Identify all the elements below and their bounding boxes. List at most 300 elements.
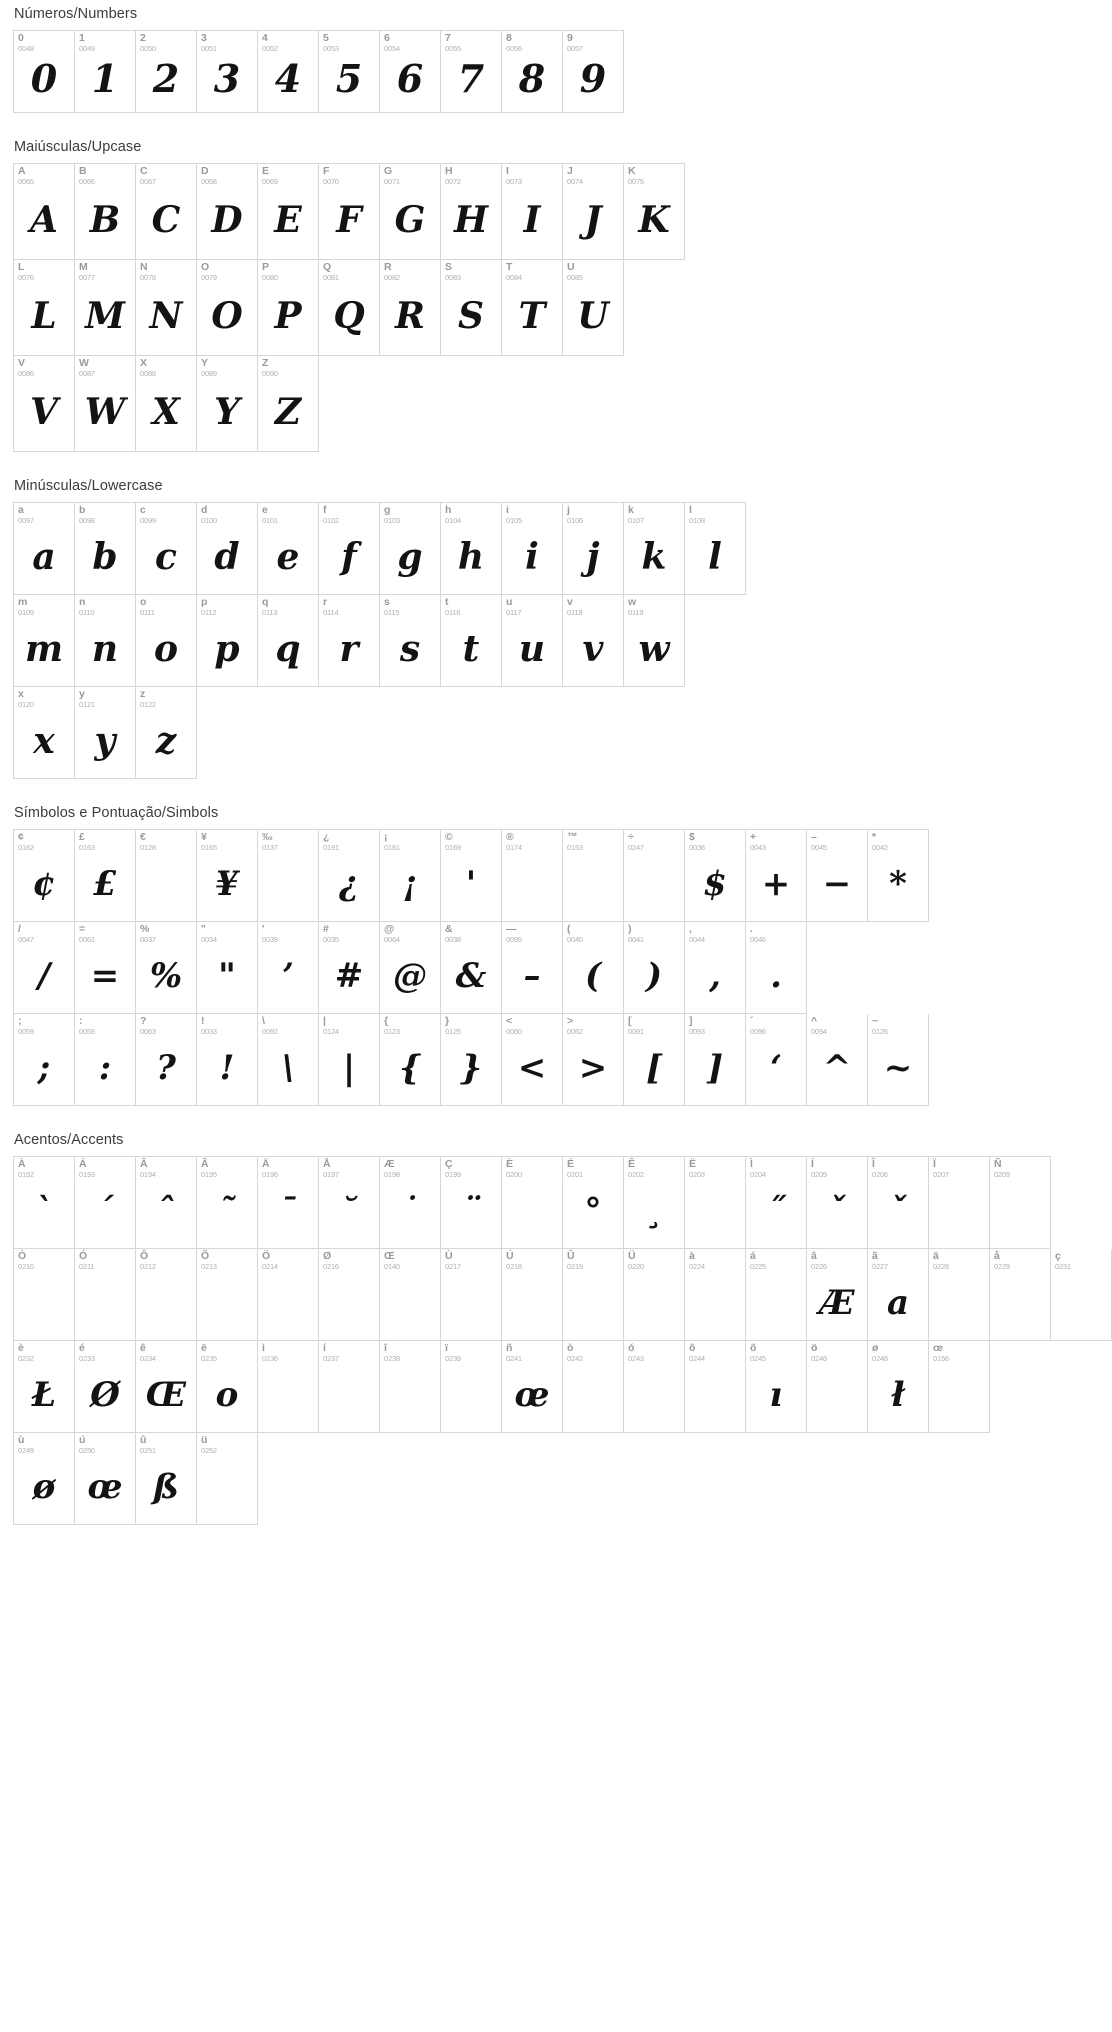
glyph-render [624, 852, 684, 921]
glyph-render: T [518, 294, 546, 337]
glyph-char-label: v [567, 596, 573, 608]
glyph-code-label: 0099 [140, 516, 156, 525]
glyph-code-label: 0056 [506, 44, 522, 53]
glyph-code-label: 0067 [140, 177, 156, 186]
glyph-cell[interactable] [624, 595, 685, 687]
glyph-cell[interactable] [258, 1157, 319, 1249]
glyph-render: g [397, 535, 423, 578]
glyph-cell[interactable] [563, 1157, 624, 1249]
glyph-cell[interactable] [990, 1157, 1051, 1249]
glyph-row [13, 502, 746, 595]
glyph-code-label: 0247 [628, 843, 644, 852]
glyph-cell[interactable] [380, 595, 441, 687]
glyph-cell[interactable] [75, 830, 136, 922]
glyph-code-label: 0227 [872, 1262, 888, 1271]
glyph-cell[interactable] [563, 1249, 624, 1341]
glyph-char-label: Ç [445, 1158, 453, 1170]
glyph-cell[interactable] [14, 1249, 75, 1341]
glyph-cell[interactable] [197, 1341, 258, 1433]
glyph-cell[interactable] [136, 830, 197, 922]
glyph-meta [384, 33, 437, 53]
glyph-cell[interactable] [75, 1157, 136, 1249]
glyph-render: 7 [457, 55, 485, 101]
glyph-cell[interactable] [136, 164, 197, 260]
glyph-meta [811, 1016, 864, 1036]
glyph-code-label: 0062 [567, 1027, 583, 1036]
glyph-cell[interactable] [441, 830, 502, 922]
glyph-cell[interactable] [502, 830, 563, 922]
glyph-render: J [584, 198, 602, 241]
glyph-cell[interactable] [441, 595, 502, 687]
glyph-render: s [399, 627, 421, 670]
glyph-cell[interactable] [136, 1433, 197, 1525]
glyph-render: ( [584, 955, 602, 996]
glyph-render: j [586, 535, 600, 578]
glyph-char-label: Æ [384, 1158, 395, 1170]
glyph-cell[interactable] [746, 1157, 807, 1249]
glyph-cell[interactable] [197, 31, 258, 113]
glyph-render [624, 1271, 684, 1340]
glyph-cell[interactable] [75, 164, 136, 260]
glyph-cell[interactable] [868, 830, 929, 922]
glyph-cell[interactable] [563, 164, 624, 260]
glyph-cell[interactable] [319, 1249, 380, 1341]
glyph-cell[interactable] [319, 830, 380, 922]
glyph-code-label: 0091 [628, 1027, 644, 1036]
section-lower [0, 478, 810, 779]
glyph-cell[interactable] [563, 922, 624, 1014]
glyph-char-label: À [18, 1158, 26, 1170]
glyph-cell[interactable] [136, 595, 197, 687]
glyph-cell[interactable] [380, 503, 441, 595]
glyph-render: ? [156, 1047, 176, 1088]
glyph-cell[interactable] [197, 830, 258, 922]
glyph-render: / [37, 955, 51, 996]
glyph-cell[interactable] [75, 260, 136, 356]
glyph-cell[interactable] [441, 260, 502, 356]
glyph-cell[interactable] [136, 31, 197, 113]
glyph-render: B [89, 198, 121, 241]
glyph-cell[interactable] [929, 1341, 990, 1433]
glyph-cell[interactable] [136, 1341, 197, 1433]
glyph-cell[interactable] [868, 1157, 929, 1249]
glyph-cell[interactable] [502, 595, 563, 687]
glyph-render: ^ [822, 1047, 852, 1088]
glyph-cell[interactable] [746, 1249, 807, 1341]
glyph-render: K [638, 198, 670, 241]
glyph-cell[interactable] [136, 260, 197, 356]
glyph-cell[interactable] [441, 922, 502, 1014]
glyph-meta [811, 832, 864, 852]
glyph-cell[interactable] [380, 1014, 441, 1106]
glyph-cell[interactable] [868, 1014, 929, 1106]
glyph-cell[interactable] [502, 31, 563, 113]
glyph-cell[interactable] [624, 922, 685, 1014]
glyph-cell[interactable] [502, 1157, 563, 1249]
glyph-char-label: € [140, 831, 146, 843]
glyph-cell[interactable] [319, 1157, 380, 1249]
glyph-meta [201, 1159, 254, 1179]
glyph-char-label: H [445, 165, 453, 177]
glyph-cell[interactable] [197, 164, 258, 260]
glyph-cell[interactable] [14, 1433, 75, 1525]
glyph-cell[interactable] [563, 830, 624, 922]
glyph-meta [79, 1016, 132, 1036]
glyph-cell[interactable] [563, 503, 624, 595]
glyph-code-label: 0117 [506, 608, 522, 617]
glyph-meta [18, 505, 71, 525]
glyph-meta [140, 832, 193, 852]
glyph-char-label: / [18, 923, 21, 935]
glyph-cell[interactable] [441, 164, 502, 260]
glyph-cell[interactable] [14, 503, 75, 595]
glyph-render: L [31, 294, 57, 337]
glyph-cell[interactable] [319, 595, 380, 687]
glyph-code-label: 0072 [445, 177, 461, 186]
glyph-cell[interactable] [685, 922, 746, 1014]
glyph-render [563, 1363, 623, 1432]
glyph-code-label: 0225 [750, 1262, 766, 1271]
glyph-meta [262, 1016, 315, 1036]
glyph-meta [567, 1251, 620, 1271]
glyph-cell[interactable] [441, 31, 502, 113]
glyph-render [685, 1363, 745, 1432]
glyph-cell[interactable] [990, 1249, 1051, 1341]
glyph-cell[interactable] [75, 1341, 136, 1433]
glyph-cell[interactable] [441, 1249, 502, 1341]
glyph-cell[interactable] [685, 1249, 746, 1341]
glyph-cell[interactable] [258, 31, 319, 113]
glyph-char-label: ñ [506, 1342, 513, 1354]
glyph-cell[interactable] [197, 922, 258, 1014]
glyph-meta [262, 358, 315, 378]
glyph-code-label: 0060 [506, 1027, 522, 1036]
glyph-cell[interactable] [685, 503, 746, 595]
glyph-char-label: á [750, 1250, 756, 1262]
glyph-cell[interactable] [441, 1157, 502, 1249]
glyph-cell[interactable] [502, 1341, 563, 1433]
glyph-render: h [457, 535, 485, 578]
glyph-cell[interactable] [75, 1249, 136, 1341]
glyph-cell[interactable] [746, 1014, 807, 1106]
glyph-meta [140, 166, 193, 186]
glyph-code-label: 0101 [262, 516, 278, 525]
glyph-char-label: ^ [811, 1015, 818, 1027]
glyph-cell[interactable] [502, 1249, 563, 1341]
glyph-code-label: 0079 [201, 273, 217, 282]
glyph-char-label: S [445, 261, 453, 273]
glyph-cell[interactable] [746, 830, 807, 922]
glyph-cell[interactable] [197, 260, 258, 356]
glyph-cell[interactable] [929, 1249, 990, 1341]
glyph-meta [323, 33, 376, 53]
glyph-render: ˇ [889, 1190, 907, 1231]
glyph-meta [323, 1159, 376, 1179]
glyph-cell[interactable] [258, 356, 319, 452]
glyph-meta [384, 1016, 437, 1036]
glyph-char-label: : [79, 1015, 83, 1027]
glyph-code-label: 0153 [567, 843, 583, 852]
glyph-cell[interactable] [319, 922, 380, 1014]
glyph-cell[interactable] [197, 503, 258, 595]
glyph-meta [872, 832, 925, 852]
glyph-cell[interactable] [319, 1341, 380, 1433]
glyph-cell[interactable] [868, 1249, 929, 1341]
glyph-code-label: 0073 [506, 177, 522, 186]
glyph-cell[interactable] [75, 687, 136, 779]
glyph-render: Æ [819, 1282, 855, 1323]
glyph-meta [262, 505, 315, 525]
glyph-cell[interactable] [624, 1157, 685, 1249]
glyph-cell[interactable] [14, 687, 75, 779]
glyph-cell[interactable] [197, 1433, 258, 1525]
glyph-cell[interactable] [502, 503, 563, 595]
glyph-code-label: 0095 [506, 935, 522, 944]
glyph-char-label: Q [323, 261, 332, 273]
glyph-cell[interactable] [197, 1249, 258, 1341]
glyph-cell[interactable] [319, 31, 380, 113]
glyph-code-label: 0083 [445, 273, 461, 282]
glyph-cell[interactable] [14, 164, 75, 260]
glyph-char-label: 9 [567, 32, 573, 44]
glyph-cell[interactable] [136, 503, 197, 595]
glyph-cell[interactable] [75, 595, 136, 687]
glyph-char-label: [ [628, 1015, 632, 1027]
glyph-cell[interactable] [14, 830, 75, 922]
glyph-cell[interactable] [136, 356, 197, 452]
glyph-cell[interactable] [624, 1249, 685, 1341]
glyph-render: ¸ [645, 1190, 663, 1231]
glyph-render [441, 1271, 501, 1340]
glyph-code-label: 0075 [628, 177, 644, 186]
glyph-char-label: â [811, 1250, 817, 1262]
glyph-cell[interactable] [807, 1157, 868, 1249]
glyph-render [258, 1271, 318, 1340]
glyph-cell[interactable] [807, 830, 868, 922]
glyph-code-label: 0125 [445, 1027, 461, 1036]
glyph-cell[interactable] [563, 595, 624, 687]
glyph-cell[interactable] [624, 1341, 685, 1433]
glyph-char-label: N [140, 261, 148, 273]
glyph-meta [811, 1343, 864, 1363]
glyph-code-label: 0041 [628, 935, 644, 944]
glyph-char-label: ~ [872, 1015, 879, 1027]
glyph-cell[interactable] [502, 922, 563, 1014]
glyph-cell[interactable] [319, 260, 380, 356]
glyph-render: | [342, 1047, 356, 1088]
glyph-meta [201, 1343, 254, 1363]
glyph-meta [18, 832, 71, 852]
glyph-cell[interactable] [563, 31, 624, 113]
glyph-meta [384, 1159, 437, 1179]
glyph-cell[interactable] [75, 356, 136, 452]
glyph-cell[interactable] [563, 1014, 624, 1106]
glyph-cell[interactable] [563, 1341, 624, 1433]
glyph-cell[interactable] [136, 687, 197, 779]
glyph-cell[interactable] [197, 1157, 258, 1249]
glyph-render: ¢ [32, 863, 56, 904]
glyph-cell[interactable] [1051, 1249, 1112, 1341]
glyph-render: − [822, 863, 852, 904]
glyph-cell[interactable] [685, 1014, 746, 1106]
glyph-cell[interactable] [258, 1249, 319, 1341]
glyph-cell[interactable] [319, 164, 380, 260]
glyph-meta [506, 924, 559, 944]
glyph-code-label: 0039 [262, 935, 278, 944]
glyph-cell[interactable] [624, 830, 685, 922]
glyph-render: @ [393, 955, 427, 996]
glyph-code-label: 0231 [1055, 1262, 1071, 1271]
glyph-cell[interactable] [746, 1341, 807, 1433]
glyph-cell[interactable] [75, 503, 136, 595]
glyph-cell[interactable] [685, 1341, 746, 1433]
glyph-cell[interactable] [624, 1014, 685, 1106]
glyph-char-label: — [506, 923, 517, 935]
glyph-code-label: 0111 [140, 608, 155, 617]
glyph-cell[interactable] [197, 595, 258, 687]
glyph-cell[interactable] [136, 1157, 197, 1249]
glyph-cell[interactable] [502, 164, 563, 260]
glyph-cell[interactable] [807, 1341, 868, 1433]
glyph-code-label: 0042 [872, 843, 888, 852]
glyph-render: ł [891, 1374, 905, 1415]
glyph-char-label: 5 [323, 32, 329, 44]
glyph-cell[interactable] [807, 1249, 868, 1341]
glyph-cell[interactable] [14, 1014, 75, 1106]
glyph-render: " [218, 955, 236, 996]
glyph-cell[interactable] [14, 31, 75, 113]
glyph-render: ˜ [218, 1190, 236, 1231]
glyph-char-label: n [79, 596, 86, 608]
glyph-char-label: G [384, 165, 393, 177]
glyph-render [929, 1271, 989, 1340]
glyph-row [13, 1156, 1051, 1249]
glyph-meta [567, 832, 620, 852]
glyph-char-label: ù [18, 1434, 25, 1446]
glyph-cell[interactable] [258, 164, 319, 260]
glyph-cell[interactable] [258, 1014, 319, 1106]
glyph-cell[interactable] [258, 260, 319, 356]
glyph-cell[interactable] [929, 1157, 990, 1249]
glyph-code-label: 0048 [18, 44, 34, 53]
glyph-cell[interactable] [380, 1157, 441, 1249]
glyph-cell[interactable] [14, 260, 75, 356]
glyph-meta [201, 33, 254, 53]
glyph-render: O [211, 294, 243, 337]
glyph-char-label: Ò [18, 1250, 27, 1262]
glyph-meta [323, 166, 376, 186]
glyph-char-label: " [201, 923, 206, 935]
glyph-cell[interactable] [502, 1014, 563, 1106]
glyph-cell[interactable] [563, 260, 624, 356]
glyph-row [13, 1433, 258, 1525]
glyph-cell[interactable] [441, 1014, 502, 1106]
glyph-cell[interactable] [380, 1249, 441, 1341]
glyph-meta [445, 832, 498, 852]
glyph-cell[interactable] [136, 1249, 197, 1341]
glyph-cell[interactable] [868, 1341, 929, 1433]
glyph-cell[interactable] [14, 356, 75, 452]
glyph-cell[interactable] [380, 31, 441, 113]
glyph-cell[interactable] [258, 1341, 319, 1433]
glyph-row [13, 30, 624, 113]
glyph-meta [79, 262, 132, 282]
glyph-char-label: Œ [384, 1250, 395, 1262]
glyph-cell[interactable] [75, 922, 136, 1014]
glyph-meta [79, 924, 132, 944]
glyph-code-label: 0070 [323, 177, 339, 186]
glyph-cell[interactable] [685, 830, 746, 922]
glyph-cell[interactable] [441, 503, 502, 595]
glyph-render: c [155, 535, 177, 578]
glyph-code-label: 0105 [506, 516, 522, 525]
glyph-render [197, 1271, 257, 1340]
glyph-meta [18, 689, 71, 709]
glyph-cell[interactable] [136, 1014, 197, 1106]
glyph-render: W [84, 390, 126, 433]
glyph-cell[interactable] [807, 1014, 868, 1106]
glyph-char-label: ' [262, 923, 265, 935]
glyph-code-label: 0212 [140, 1262, 156, 1271]
glyph-cell[interactable] [441, 1341, 502, 1433]
glyph-cell[interactable] [136, 922, 197, 1014]
glyph-cell[interactable] [258, 922, 319, 1014]
glyph-cell[interactable] [380, 1341, 441, 1433]
glyph-cell[interactable] [319, 1014, 380, 1106]
glyph-row [13, 260, 624, 356]
glyph-render [502, 1179, 562, 1248]
glyph-char-label: è [18, 1342, 24, 1354]
glyph-render: p [214, 627, 240, 670]
glyph-cell[interactable] [380, 164, 441, 260]
glyph-cell[interactable] [319, 503, 380, 595]
glyph-render: , [709, 955, 721, 996]
glyph-cell[interactable] [14, 1341, 75, 1433]
glyph-cell[interactable] [380, 922, 441, 1014]
glyph-render: X [152, 390, 180, 433]
glyph-cell[interactable] [380, 260, 441, 356]
glyph-cell[interactable] [197, 356, 258, 452]
glyph-cell[interactable] [624, 164, 685, 260]
glyph-render: H [453, 198, 488, 241]
glyph-cell[interactable] [75, 1014, 136, 1106]
glyph-cell[interactable] [502, 260, 563, 356]
glyph-cell[interactable] [14, 595, 75, 687]
glyph-cell[interactable] [624, 503, 685, 595]
glyph-cell[interactable] [258, 830, 319, 922]
glyph-char-label: Ô [140, 1250, 149, 1262]
glyph-render [563, 852, 623, 921]
glyph-cell[interactable] [75, 31, 136, 113]
glyph-render: ' [465, 863, 477, 904]
glyph-cell[interactable] [685, 1157, 746, 1249]
glyph-char-label: x [18, 688, 24, 700]
glyph-meta [506, 1343, 559, 1363]
glyph-cell[interactable] [197, 1014, 258, 1106]
glyph-code-label: 0199 [445, 1170, 461, 1179]
glyph-char-label: b [79, 504, 86, 516]
glyph-cell[interactable] [258, 503, 319, 595]
glyph-cell[interactable] [75, 1433, 136, 1525]
glyph-cell[interactable] [258, 595, 319, 687]
glyph-meta [689, 924, 742, 944]
glyph-render: U [577, 294, 609, 337]
glyph-cell[interactable] [14, 922, 75, 1014]
glyph-cell[interactable] [14, 1157, 75, 1249]
glyph-cell[interactable] [380, 830, 441, 922]
glyph-meta [323, 1251, 376, 1271]
glyph-cell[interactable] [746, 922, 807, 1014]
